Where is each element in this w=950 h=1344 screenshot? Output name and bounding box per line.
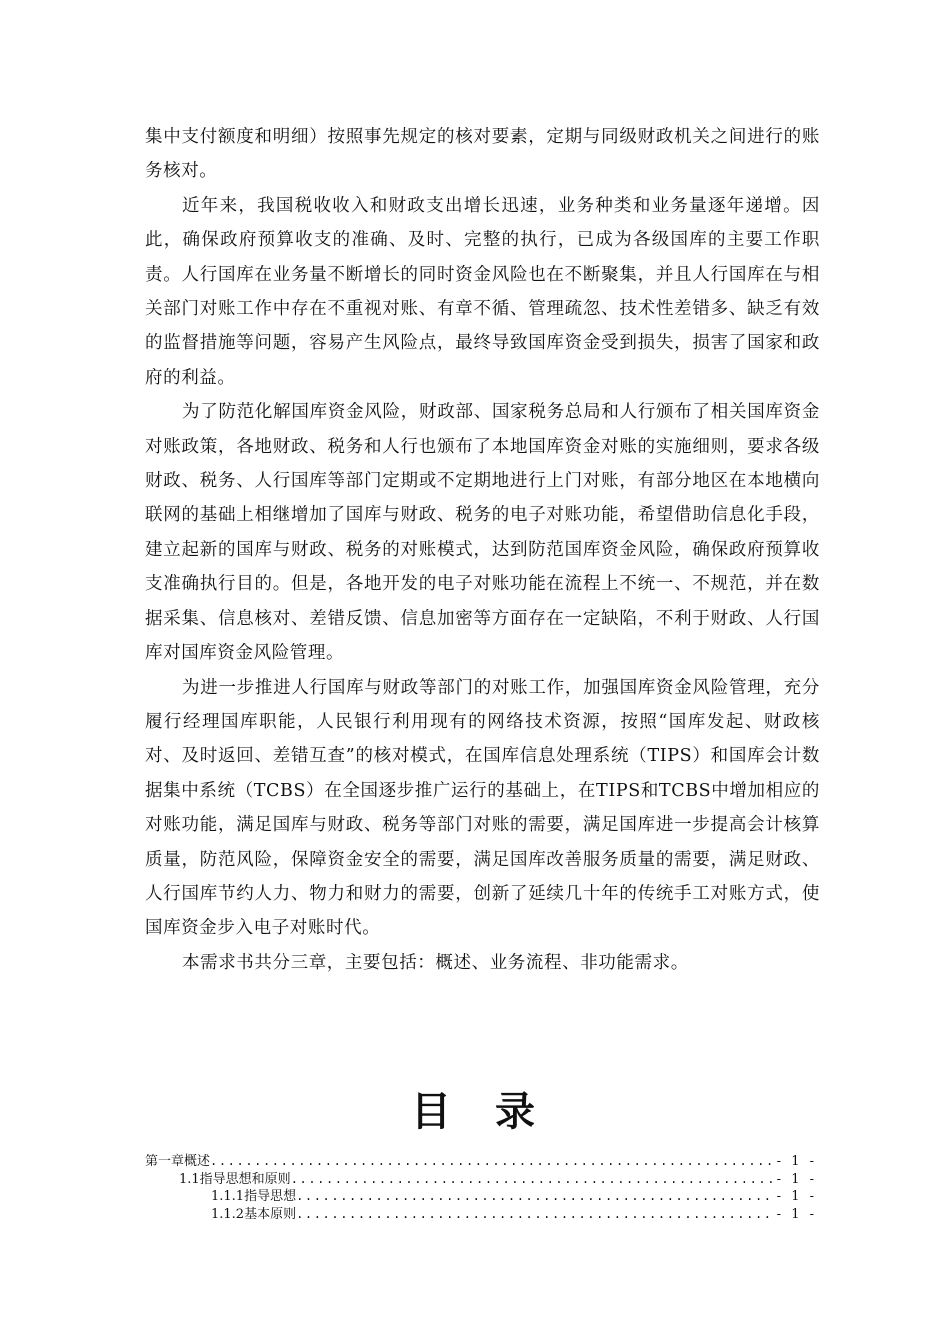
toc-entry-label: 1.1.1指导思想	[211, 1189, 297, 1204]
toc-title: 目录	[411, 1089, 579, 1135]
toc-chapter-number: 第一章	[145, 1154, 185, 1169]
toc-entry-1-1[interactable]	[145, 1171, 817, 1189]
paragraph-summary: 本需求书共分三章，主要包括：概述、业务流程、非功能需求。	[182, 952, 689, 973]
toc-entry-label: 1.1.2基本原则	[211, 1206, 297, 1222]
toc-entry-1-1-1[interactable]	[145, 1188, 817, 1206]
paragraph-background: 近年来，我国税收收入和财政支出增长迅速，业务种类和业务量逐年递增。因此，确保政府预算收支的准确、及时、完整的执行，已成为各级国库的主要工作职责。人行国库在业务量不断增长的同时资金风险也在不断聚集，并且人行国库在与相关部门对账工作中存在不重视对账、有章不循、管理疏忽、技术性差错多、缺乏有效的监督措施等问题，容易产生风险点，最终导致国库资金受到损失，损害了国家和政府的利益。	[145, 195, 820, 388]
paragraph-continuation: 集中支付额度和明细）按照事先规定的核对要素，定期与同级财政机关之间进行的账务核对。	[145, 127, 820, 182]
toc-dot-leader	[296, 1188, 775, 1206]
toc-entry-label: 1.1指导思想和原则	[179, 1171, 291, 1187]
paragraph-policy: 为了防范化解国库资金风险，财政部、国家税务总局和人行颁布了相关国库资金对账政策，各地财政、税务和人行也颁布了本地国库资金对账的实施细则，要求各级财政、税务、人行国库等部门定期或不定期地进行上门对账，有部分地区在本地横向联网的基础上相继增加了国库与财政、税务的电子对账功能，希望借助信息化手段，建立起新的国库与财政、税务的对账模式，达到防范国库资金风险，确保政府预算收支准确执行目的。但是，各地开发的电子对账功能在流程上不统一、不规范，并在数据采集、信息核对、差错反馈、信息加密等方面存在一定缺陷，不利于财政、人行国库对国库资金风险管理。	[145, 402, 820, 664]
toc-dot-leader	[291, 1171, 775, 1189]
paragraph-tips-tcbs: 为进一步推进人行国库与财政等部门的对账工作，加强国库资金风险管理，充分履行经理国库职能，人民银行利用现有的网络技术资源，按照“国库发起、财政核对、及时返回、差错互查”的核对模式，在国库信息处理系统（TIPS）和国库会计数据集中系统（TCBS）在全国逐步推广运行的基础上，在TIPS和TCBS中增加相应的对账功能，满足国库与财政、税务等部门对账的需要，满足国库进一步提高会计核算质量，防范风险，保障资金安全的需要，满足国库改善服务质量的需要，满足财政、人行国库节约人力、物力和财力的需要，创新了延续几十年的传统手工对账方式，使国库资金步入电子对账时代。	[145, 677, 820, 939]
toc-page-number: - 1 -	[776, 1171, 817, 1187]
toc-entry-1-1-2[interactable]	[145, 1206, 817, 1224]
body-text	[145, 120, 820, 980]
toc-entry-chapter-1[interactable]	[145, 1153, 817, 1171]
toc-dot-leader	[296, 1206, 775, 1224]
toc-page-number: - 1 -	[776, 1189, 817, 1204]
toc-page-number: - 1 -	[776, 1206, 817, 1222]
toc-dot-leader	[210, 1153, 775, 1171]
toc-page-number: - 1 -	[776, 1154, 817, 1169]
table-of-contents	[145, 1153, 817, 1223]
toc-entry-label: 概述	[184, 1154, 211, 1169]
